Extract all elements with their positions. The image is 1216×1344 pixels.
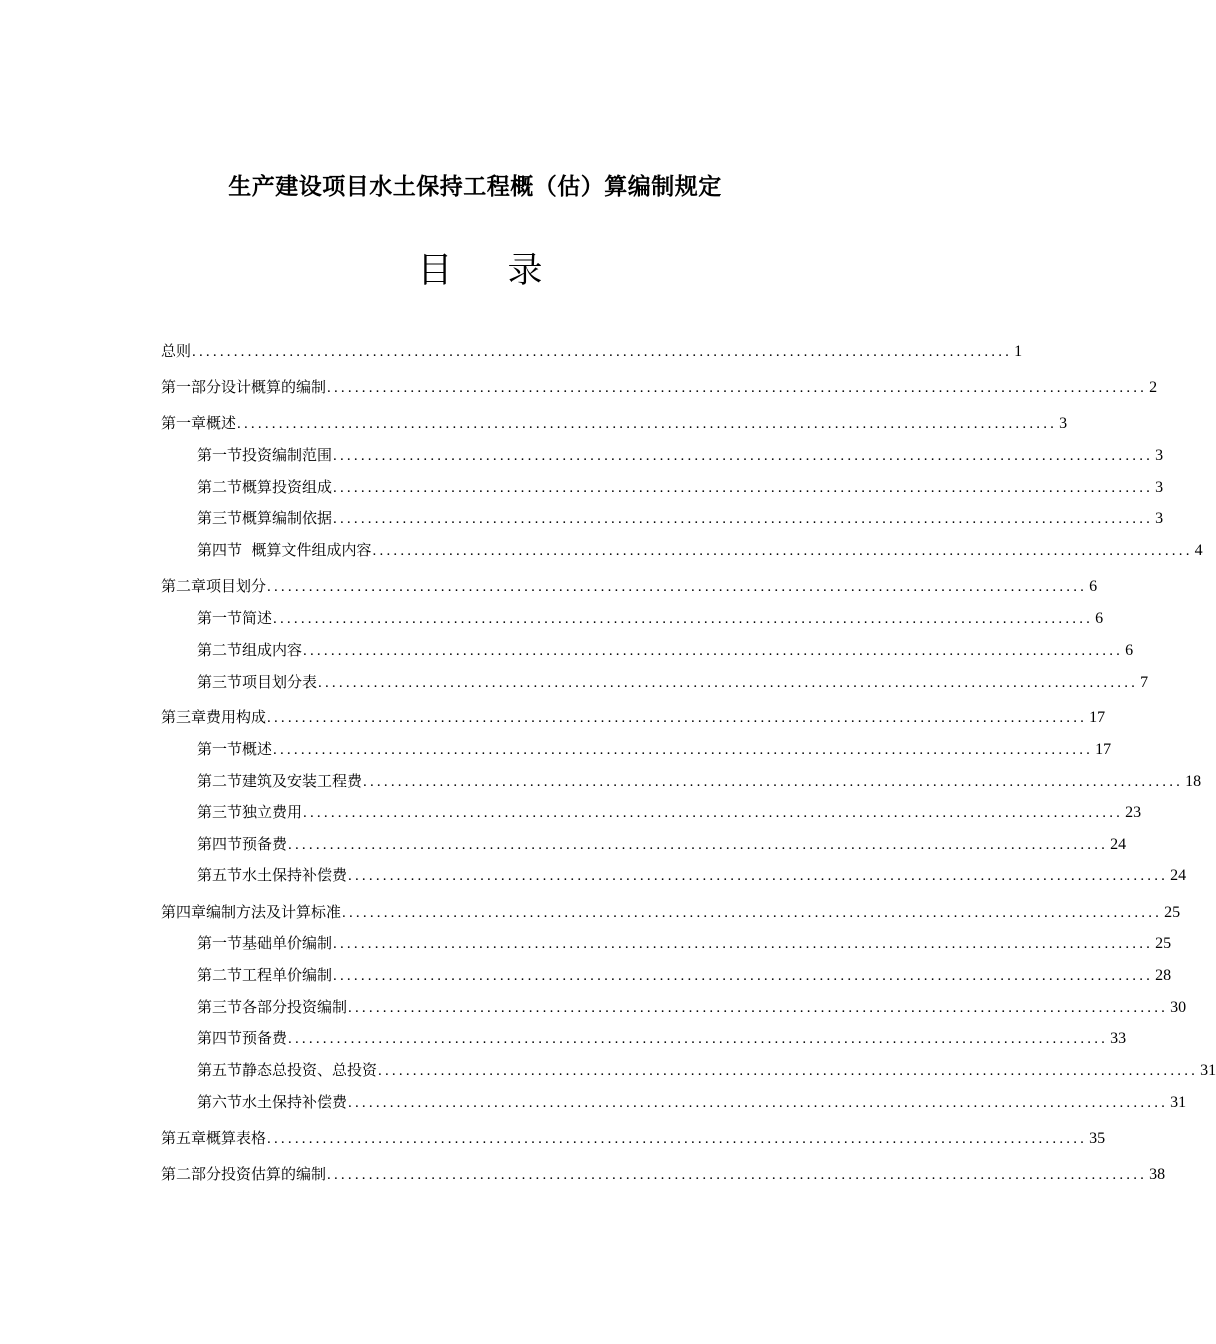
- toc-leader-dots: ......................................................................................................................: [327, 380, 1148, 396]
- toc-page-number: 3: [1155, 447, 1164, 464]
- toc-page-number: 25: [1155, 935, 1172, 952]
- toc-entry[interactable]: [161, 412, 1068, 435]
- toc-entry-label: 第三节各部分投资编制: [197, 998, 348, 1016]
- toc-page-number: 6: [1089, 578, 1098, 595]
- toc-entry[interactable]: [197, 801, 1142, 824]
- toc-entry[interactable]: [161, 901, 1181, 924]
- toc-entry-label: 第四节预备费: [197, 1029, 288, 1047]
- toc-leader-dots: ......................................................................................................................: [333, 511, 1154, 527]
- toc-page-number: 31: [1170, 1094, 1187, 1111]
- toc-entry-label: 第一节投资编制范围: [197, 446, 333, 464]
- toc-entry[interactable]: [161, 575, 1098, 598]
- toc-entry-label: 第五章概算表格: [161, 1129, 267, 1147]
- toc-entry[interactable]: [197, 507, 1164, 530]
- toc-entry-label: 第二节概算投资组成: [197, 478, 333, 496]
- toc-entry[interactable]: [197, 964, 1172, 987]
- toc-leader-dots: ......................................................................................................................: [273, 611, 1094, 627]
- toc-leader-dots: ......................................................................................................................: [267, 710, 1088, 726]
- toc-entry[interactable]: [161, 706, 1106, 729]
- toc-leader-dots: ......................................................................................................................: [318, 675, 1139, 691]
- toc-page-number: 17: [1089, 709, 1106, 726]
- toc-page-number: 3: [1155, 510, 1164, 527]
- toc-leader-dots: ......................................................................................................................: [267, 579, 1088, 595]
- toc-entry-label: 第三节概算编制依据: [197, 509, 333, 527]
- toc-entry[interactable]: [197, 1091, 1187, 1114]
- toc-entry-label: 第四节 概算文件组成内容: [197, 541, 372, 559]
- toc-entry[interactable]: [161, 376, 1158, 399]
- toc-entry[interactable]: [197, 1059, 1216, 1082]
- toc-entry[interactable]: [161, 1163, 1166, 1186]
- toc-leader-dots: ......................................................................................................................: [333, 480, 1154, 496]
- toc-leader-dots: ......................................................................................................................: [333, 448, 1154, 464]
- toc-leader-dots: ......................................................................................................................: [303, 805, 1124, 821]
- toc-leader-dots: ......................................................................................................................: [372, 543, 1193, 559]
- toc-entry[interactable]: [197, 444, 1164, 467]
- toc-leader-dots: ......................................................................................................................: [363, 774, 1184, 790]
- toc-entry[interactable]: [197, 932, 1172, 955]
- toc-leader-dots: ......................................................................................................................: [237, 416, 1058, 432]
- toc-entry[interactable]: [197, 1027, 1127, 1050]
- toc-entry[interactable]: [197, 539, 1203, 562]
- toc-leader-dots: ......................................................................................................................: [267, 1131, 1088, 1147]
- toc-leader-dots: ......................................................................................................................: [378, 1063, 1199, 1079]
- toc-page-number: 18: [1185, 773, 1202, 790]
- toc-entry-label: 第四节预备费: [197, 835, 288, 853]
- toc-leader-dots: ......................................................................................................................: [342, 905, 1163, 921]
- toc-entry-label: 第一部分设计概算的编制: [161, 378, 327, 396]
- toc-page-number: 28: [1155, 967, 1172, 984]
- toc-entry-label: 总则: [161, 342, 192, 360]
- toc-page-number: 3: [1059, 415, 1068, 432]
- toc-page-number: 2: [1149, 379, 1158, 396]
- toc-page-number: 25: [1164, 904, 1181, 921]
- toc-entry[interactable]: [197, 607, 1104, 630]
- toc-entry-label: 第二节组成内容: [197, 641, 303, 659]
- toc-entry-label: 第二章项目划分: [161, 577, 267, 595]
- toc-page-number: 23: [1125, 804, 1142, 821]
- toc-entry-label: 第一节概述: [197, 740, 273, 758]
- toc-entry[interactable]: [197, 996, 1187, 1019]
- toc-entry-label: 第五节水土保持补偿费: [197, 866, 348, 884]
- toc-entry-label: 第一节简述: [197, 609, 273, 627]
- toc-entry-label: 第二节工程单价编制: [197, 966, 333, 984]
- toc-entry-label: 第二部分投资估算的编制: [161, 1165, 327, 1183]
- toc-page-number: 3: [1155, 479, 1164, 496]
- toc-entry-label: 第三章费用构成: [161, 708, 267, 726]
- toc-leader-dots: ......................................................................................................................: [273, 742, 1094, 758]
- toc-entry[interactable]: [197, 671, 1149, 694]
- toc-entry-label: 第三节项目划分表: [197, 673, 318, 691]
- toc-leader-dots: ......................................................................................................................: [192, 344, 1013, 360]
- toc-entry-label: 第六节水土保持补偿费: [197, 1093, 348, 1111]
- toc-entry[interactable]: [161, 340, 1023, 363]
- toc-entry-label: 第五节静态总投资、总投资: [197, 1061, 378, 1079]
- toc-page-number: 17: [1095, 741, 1112, 758]
- toc-page-number: 1: [1014, 343, 1023, 360]
- toc-leader-dots: ......................................................................................................................: [303, 643, 1124, 659]
- toc-page-number: 35: [1089, 1130, 1106, 1147]
- toc-leader-dots: ......................................................................................................................: [333, 968, 1154, 984]
- toc-page-number: 6: [1095, 610, 1104, 627]
- toc-page-number: 6: [1125, 642, 1134, 659]
- toc-leader-dots: ......................................................................................................................: [327, 1167, 1148, 1183]
- toc-entry[interactable]: [197, 770, 1202, 793]
- toc-leader-dots: ......................................................................................................................: [348, 868, 1169, 884]
- toc-entry-label: 第一节基础单价编制: [197, 934, 333, 952]
- toc-leader-dots: ......................................................................................................................: [348, 1000, 1169, 1016]
- toc-page-number: 30: [1170, 999, 1187, 1016]
- toc-entry[interactable]: [197, 476, 1164, 499]
- toc-page-number: 24: [1170, 867, 1187, 884]
- toc-entry-label: 第四章编制方法及计算标准: [161, 903, 342, 921]
- toc-page-number: 38: [1149, 1166, 1166, 1183]
- toc-leader-dots: ......................................................................................................................: [348, 1095, 1169, 1111]
- toc-leader-dots: ......................................................................................................................: [333, 936, 1154, 952]
- toc-entry-label: 第二节建筑及安装工程费: [197, 772, 363, 790]
- toc-page-number: 31: [1200, 1062, 1216, 1079]
- toc-page-number: 4: [1194, 542, 1203, 559]
- toc-entry[interactable]: [197, 833, 1127, 856]
- document-title: 生产建设项目水土保持工程概（估）算编制规定: [228, 174, 722, 200]
- toc-entry[interactable]: [197, 864, 1187, 887]
- toc-heading: 目 录: [417, 251, 565, 291]
- toc-page-number: 24: [1110, 836, 1127, 853]
- toc-entry-label: 第一章概述: [161, 414, 237, 432]
- toc-leader-dots: ......................................................................................................................: [288, 837, 1109, 853]
- toc-page-number: 7: [1140, 674, 1149, 691]
- toc-entry-label: 第三节独立费用: [197, 803, 303, 821]
- toc-leader-dots: ......................................................................................................................: [288, 1031, 1109, 1047]
- toc-page-number: 33: [1110, 1030, 1127, 1047]
- toc-entry[interactable]: [197, 639, 1134, 662]
- toc-entry[interactable]: [161, 1127, 1106, 1150]
- toc-entry[interactable]: [197, 738, 1112, 761]
